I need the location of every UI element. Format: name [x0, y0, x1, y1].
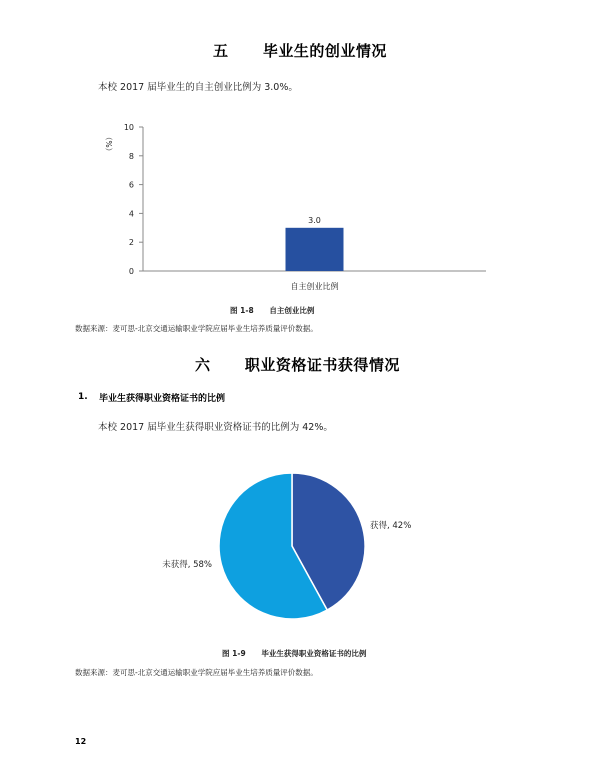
- y-tick-label: 8: [128, 151, 134, 161]
- entrepreneurship-bar-chart: [80, 112, 510, 308]
- bar: [286, 228, 344, 271]
- y-tick-label: 0: [128, 267, 134, 276]
- bar-group: [286, 216, 344, 291]
- section-5-paragraph: 本校 2017 届毕业生的自主创业比例为 3.0%。: [98, 82, 298, 93]
- data-source-2: 数据来源：麦可思-北京交通运输职业学院应届毕业生培养质量评价数据。: [75, 668, 318, 677]
- page-number: 12: [75, 737, 87, 746]
- figure-1-9-caption: 图 1-9 毕业生获得职业资格证书的比例: [222, 649, 367, 658]
- subsection-number: 1.: [78, 392, 88, 402]
- certificate-pie-chart: [140, 465, 460, 625]
- bar-data-label: 3.0: [308, 215, 321, 225]
- section-5-title: 五 毕业生的创业情况: [213, 42, 387, 60]
- pie-slice-label: 获得, 42%: [370, 521, 412, 531]
- figure-1-8-caption: 图 1-8 自主创业比例: [230, 306, 315, 315]
- y-ticks: [124, 123, 143, 276]
- y-tick-label: 4: [128, 209, 134, 219]
- y-tick-label: 2: [128, 238, 134, 248]
- subsection-title: 毕业生获得职业资格证书的比例: [99, 394, 226, 404]
- x-category-label: 自主创业比例: [290, 282, 339, 291]
- section-6-paragraph: 本校 2017 届毕业生获得职业资格证书的比例为 42%。: [98, 422, 333, 433]
- y-axis-label: （%）: [104, 133, 113, 156]
- y-tick-label: 6: [128, 180, 134, 190]
- section-6-title: 六 职业资格证书获得情况: [195, 356, 400, 374]
- data-source-1: 数据来源：麦可思-北京交通运输职业学院应届毕业生培养质量评价数据。: [75, 324, 318, 333]
- y-tick-label: 10: [123, 123, 134, 132]
- pie-group: [162, 473, 411, 619]
- pie-slice-label: 未获得, 58%: [162, 560, 212, 570]
